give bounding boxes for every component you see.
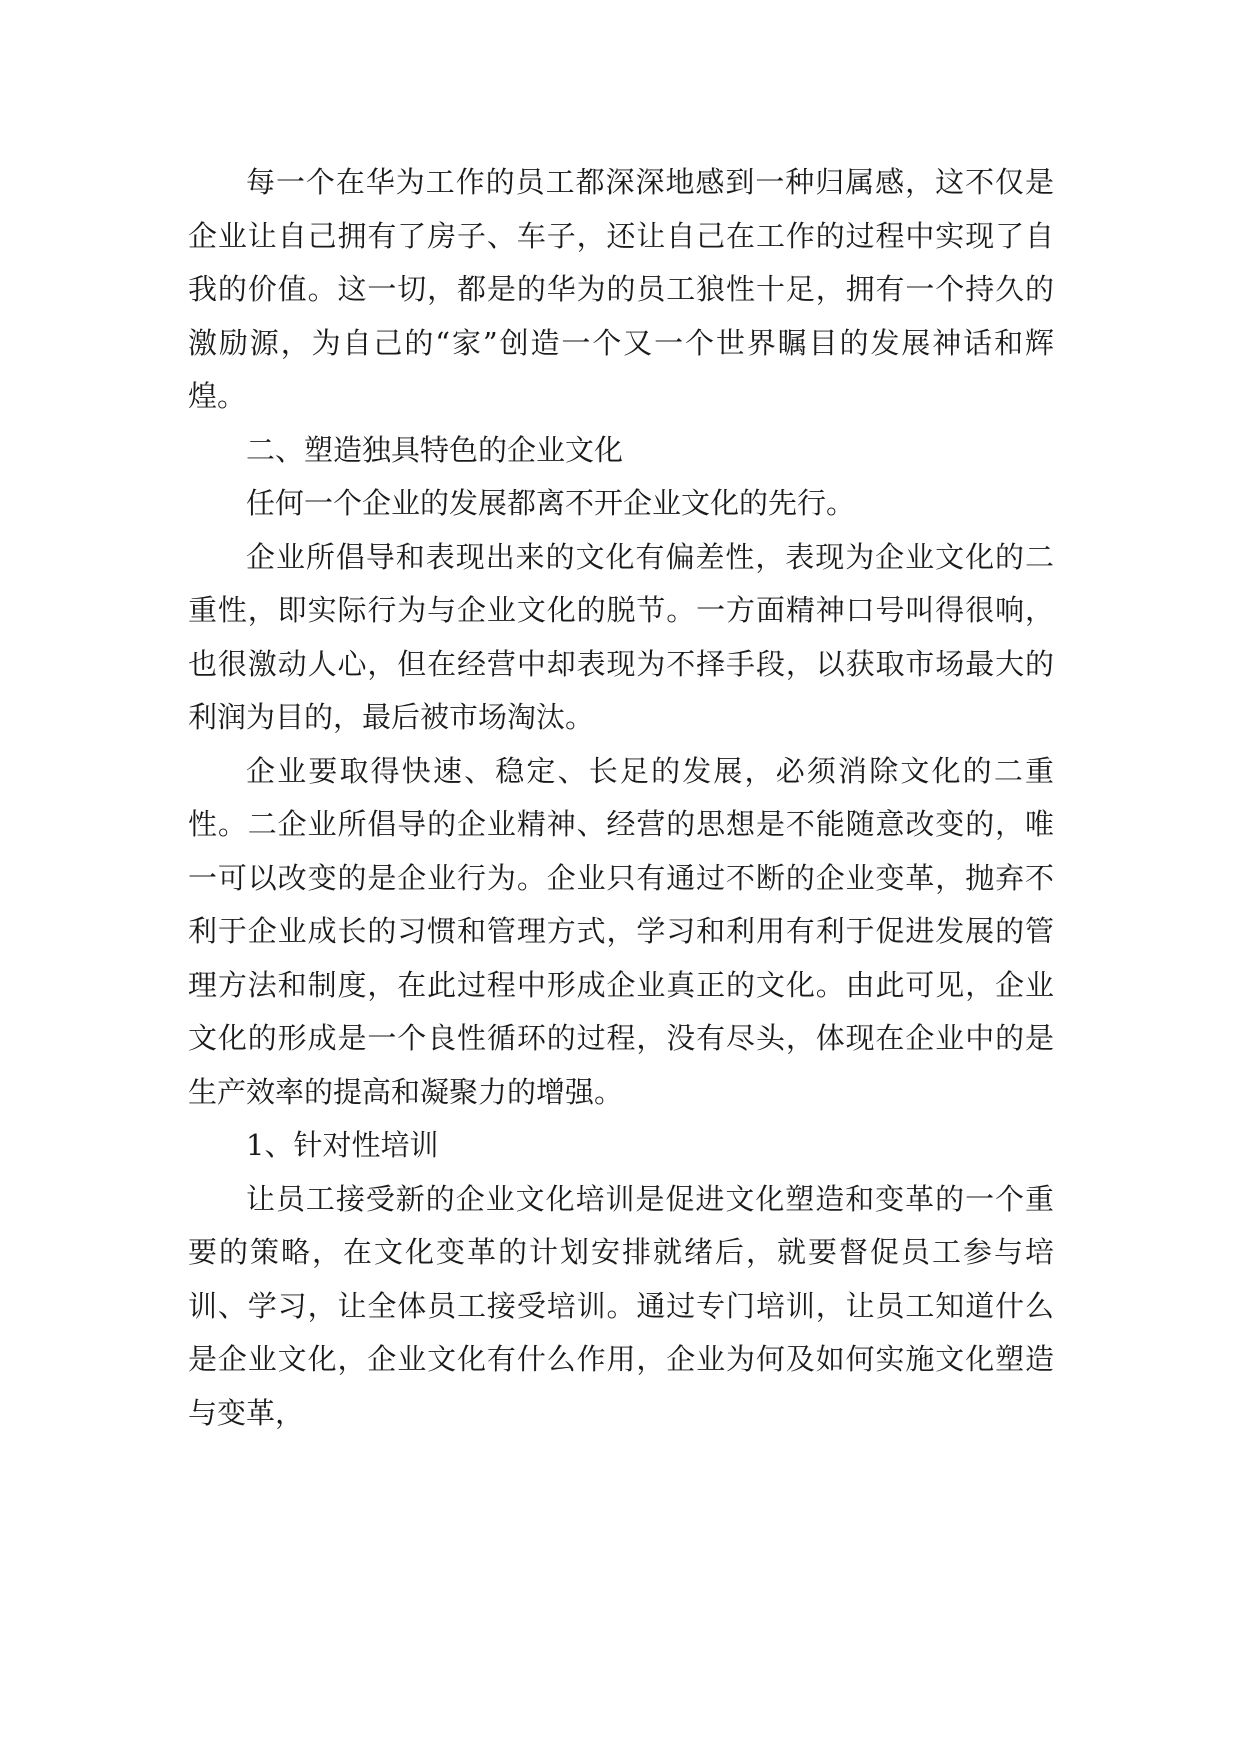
paragraph-eliminate-duality: 企业要取得快速、稳定、长足的发展，必须消除文化的二重性。二企业所倡导的企业精神、经营的思想是不能随意改变的，唯一可以改变的是企业行为。企业只有通过不断的企业变革，抛弃不利于企业成长的习惯和管理方式，学习和利用有利于促进发展的管理方法和制度，在此过程中形成企业真正的文化。由此可见，企业文化的形成是一个良性循环的过程，没有尽头，体现在企业中的是生产效率的提高和凝聚力的增强。 [188, 753, 1054, 1109]
subheading-targeted-training: 1、针对性培训 [246, 1128, 439, 1162]
paragraph-culture-first: 任何一个企业的发展都离不开企业文化的先行。 [246, 486, 856, 520]
document-body [188, 156, 1054, 1440]
section-heading-culture: 二、塑造独具特色的企业文化 [246, 432, 624, 467]
paragraph-huawei-belonging: 每一个在华为工作的员工都深深地感到一种归属感，这不仅是企业让自己拥有了房子、车子，还让自己在工作的过程中实现了自我的价值。这一切，都是的华为的员工狼性十足，拥有一个持久的激励源，为自己的“家”创造一个又一个世界瞩目的发展神话和辉煌。 [188, 165, 1054, 413]
paragraph-training: 让员工接受新的企业文化培训是促进文化塑造和变革的一个重要的策略，在文化变革的计划安排就绪后，就要督促员工参与培训、学习，让全体员工接受培训。通过专门培训，让员工知道什么是企业文化，企业文化有什么作用，企业为何及如何实施文化塑造与变革， [188, 1181, 1054, 1430]
paragraph-culture-duality: 企业所倡导和表现出来的文化有偏差性，表现为企业文化的二重性，即实际行为与企业文化的脱节。一方面精神口号叫得很响，也很激动人心，但在经营中却表现为不择手段，以获取市场最大的利润为目的，最后被市场淘汰。 [188, 539, 1054, 734]
